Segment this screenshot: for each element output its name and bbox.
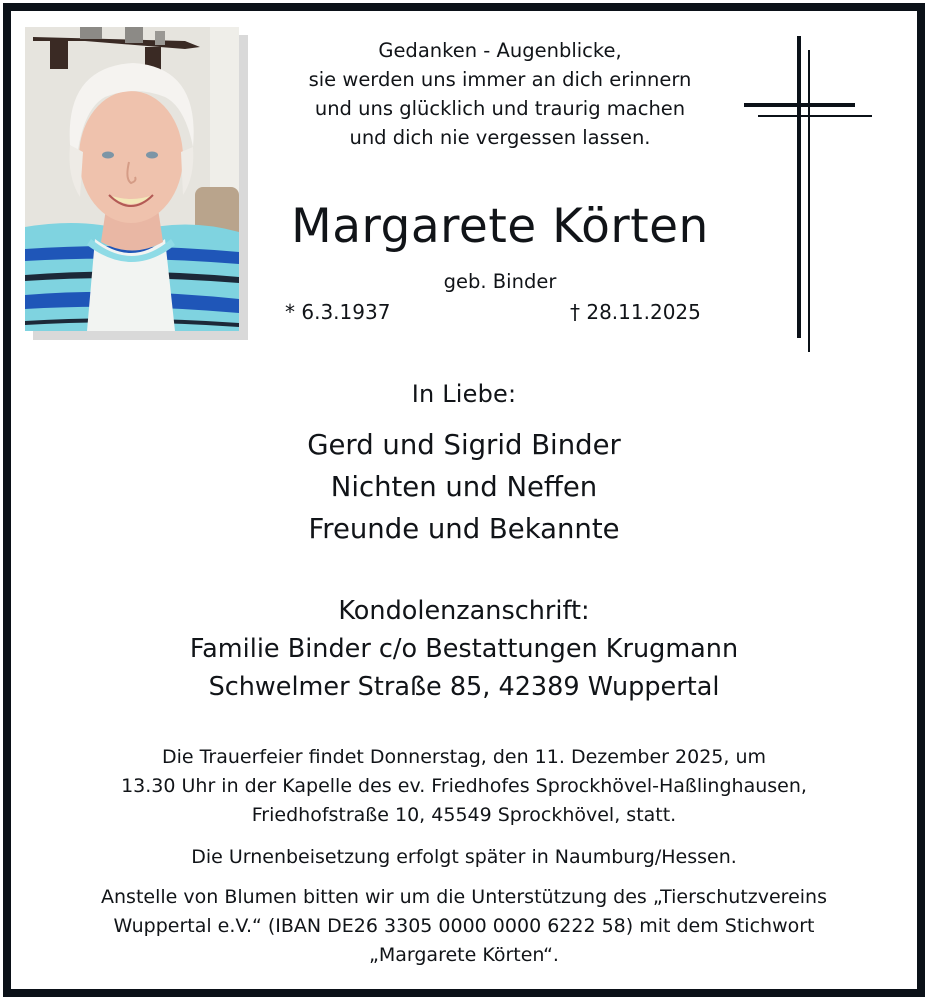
donation-info	[0, 883, 928, 970]
funeral-line: Friedhofstraße 10, 45549 Sprockhövel, statt.	[251, 804, 677, 826]
deceased-name: Margarete Körten	[291, 199, 709, 254]
maiden-name: geb. Binder	[443, 270, 557, 293]
condolence-line: Familie Binder c/o Bestattungen Krugmann	[189, 634, 739, 664]
donation-line: „Margarete Körten“.	[369, 944, 559, 966]
poem-line: und dich nie vergessen lassen.	[349, 126, 651, 149]
death-date: † 28.11.2025	[570, 300, 701, 324]
mourner-line: Nichten und Neffen	[330, 471, 598, 503]
donation-line: Anstelle von Blumen bitten wir um die Unterstützung des „Tierschutzvereins	[101, 886, 827, 908]
funeral-line: Die Trauerfeier findet Donnerstag, den 11. Dezember 2025, um	[161, 746, 767, 768]
urn-line: Die Urnenbeisetzung erfolgt später in Naumburg/Hessen.	[191, 846, 737, 868]
mourner-line: Gerd und Sigrid Binder	[307, 429, 621, 461]
poem-line: Gedanken - Augenblicke,	[378, 39, 622, 62]
cross-icon	[740, 30, 880, 360]
funeral-line: 13.30 Uhr in der Kapelle des ev. Friedhofes Sprockhövel-Haßlinghausen,	[121, 775, 807, 797]
funeral-info	[0, 743, 928, 830]
urn-info	[0, 843, 928, 872]
condolence-heading: Kondolenzanschrift:	[338, 596, 590, 626]
poem	[270, 36, 730, 152]
mourners-list	[0, 424, 928, 550]
birth-date: * 6.3.1937	[285, 300, 391, 324]
condolence-line: Schwelmer Straße 85, 42389 Wuppertal	[208, 672, 720, 702]
poem-line: und uns glücklich und traurig machen	[314, 97, 686, 120]
mourners-heading: In Liebe:	[411, 380, 517, 408]
donation-line: Wuppertal e.V.“ (IBAN DE26 3305 0000 0000 6222 58) mit dem Stichwort	[113, 915, 815, 937]
condolence-address	[0, 592, 928, 706]
mourner-line: Freunde und Bekannte	[308, 513, 620, 545]
poem-line: sie werden uns immer an dich erinnern	[308, 68, 692, 91]
portrait-photo	[25, 27, 239, 331]
